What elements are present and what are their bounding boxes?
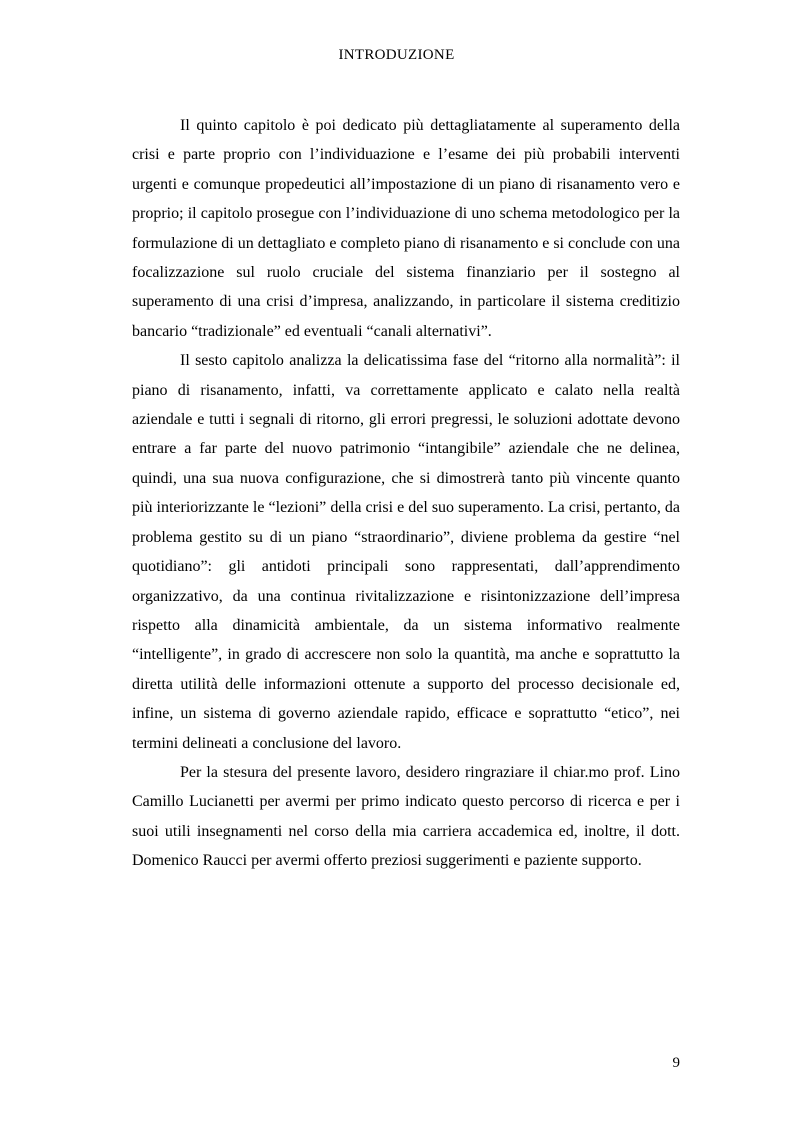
paragraph-ringraziamenti: Per la stesura del presente lavoro, desidero ringraziare il chiar.mo prof. Lino Camillo Lucianetti per avermi per primo indicato questo percorso di ricerca e per i suoi utili insegnamenti nel corso della mia carriera accademica ed, inoltre, il dott. Domenico Raucci per avermi offerto preziosi suggerimenti e paziente supporto. [132,763,680,870]
page-number: 9 [672,1055,680,1071]
paragraph-quinto-capitolo: Il quinto capitolo è poi dedicato più dettagliatamente al superamento della crisi e parte proprio con l’individuazione e l’esame dei più probabili interventi urgenti e comunque propedeutici all’impostazione di un piano di risanamento vero e proprio; il capitolo prosegue con l’individuazione di uno schema metodologico per la formulazione di un dettagliato e completo piano di risanamento e si conclude con una focalizzazione sul ruolo cruciale del sistema finanziario per il sostegno al superamento di una crisi d’impresa, analizzando, in particolare il sistema creditizio bancario “tradizionale” ed eventuali “canali alternativi”. [132,117,680,340]
paragraph-sesto-capitolo: Il sesto capitolo analizza la delicatissima fase del “ritorno alla normalità”: il piano di risanamento, infatti, va correttamente applicato e calato nella realtà aziendale e tutti i segnali di ritorno, gli errori pregressi, le soluzioni adottate devono entrare a far parte del nuovo patrimonio “intangibile” aziendale che ne delinea, quindi, una sua nuova configurazione, che si dimostrerà tanto più vincente quanto più interiorizzante le “lezioni” della crisi e del suo superamento. La crisi, pertanto, da problema gestito su di un piano “straordinario”, diviene problema da gestire “nel quotidiano”: gli antidoti principali sono rappresentati, dall’apprendimento organizzativo, da una continua rivitalizzazione e risintonizzazione dell’impresa rispetto alla dinamicità ambientale, da un sistema informativo realmente “intelligente”, in grado di accrescere non solo la quantità, ma anche e soprattutto la diretta utilità delle informazioni ottenute a supporto del processo decisionale ed, infine, un sistema di governo aziendale rapido, efficace e soprattutto “etico”, nei termini delineati a conclusione del lavoro. [132,352,680,752]
body-text [132,111,680,876]
running-header: INTRODUZIONE [338,47,455,63]
